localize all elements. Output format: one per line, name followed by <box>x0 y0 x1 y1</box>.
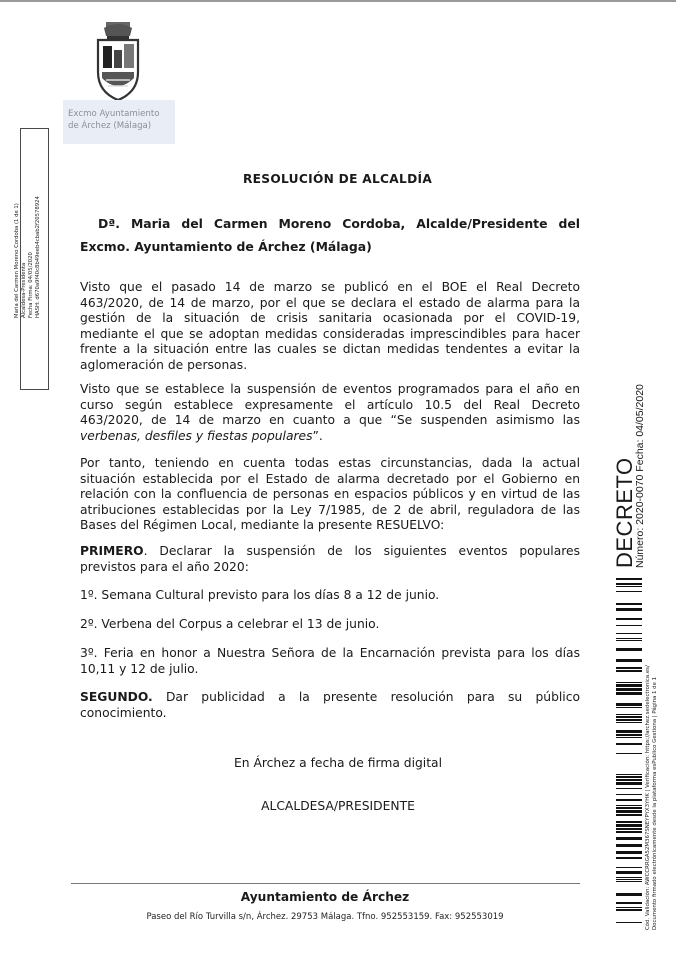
signatory: ALCALDESA/PRESIDENTE <box>261 799 415 813</box>
text-line: 463/2020, de 14 de marzo, por el que se declara el estado de alarma para la <box>80 295 580 310</box>
heading-line: Dª. Maria del Carmen Moreno Cordoba, Alcalde/Presidente del <box>98 216 580 231</box>
signature-date: Fecha Firma: 04/05/2020 <box>28 252 34 318</box>
text-line: relación con la confluencia de personas en espacios públicos y en virtud de las <box>80 487 580 501</box>
quoted-text: verbenas, desfiles y fiestas populares <box>80 428 313 443</box>
validation-code <box>645 665 659 930</box>
text-line: gestión de la situación de crisis sanitaria ocasionada por el COVID-19, <box>80 311 580 325</box>
text-line: previstos para el año 2020: <box>80 559 249 574</box>
event-1: 1º. Semana Cultural previsto para los días 8 a 12 de junio. <box>80 588 440 602</box>
text-line: Visto que el pasado 14 de marzo se publicó en el BOE el Real Decreto <box>80 280 580 294</box>
municipality-logo-text <box>68 108 178 132</box>
heading-line: Excmo. Ayuntamiento de Árchez (Málaga) <box>80 239 372 254</box>
closing-line: En Árchez a fecha de firma digital <box>234 756 442 770</box>
text-line <box>80 690 580 706</box>
list-item <box>80 646 580 677</box>
issuer-heading <box>80 212 580 258</box>
decree-number: Número: 2020-0070 Fecha: 04/05/2020 <box>634 384 646 568</box>
segundo-label: SEGUNDO. <box>80 690 153 704</box>
footer-title: Ayuntamiento de Árchez <box>240 890 410 904</box>
primero-label: PRIMERO <box>80 544 144 558</box>
text-line: Por tanto, teniendo en cuenta todas estas circunstancias, dada la actual <box>80 456 580 470</box>
text-line: mediante el que se adoptan medidas consideradas imprescindibles para hacer <box>80 326 580 341</box>
text-line <box>80 544 580 560</box>
paragraph-3 <box>80 456 580 534</box>
barcode-icon <box>616 578 642 930</box>
document-title: RESOLUCIÓN DE ALCALDÍA <box>243 172 433 186</box>
logo-line: de Árchez (Málaga) <box>68 121 152 131</box>
text-line: 463/2020, de 14 de marzo en cuanto a que “Se suspenden asimismo las <box>80 413 580 427</box>
signature-details <box>14 178 42 318</box>
top-border <box>0 0 676 2</box>
logo-line: Excmo Ayuntamiento <box>68 109 160 119</box>
primero-text: . Declarar la suspensión de los siguientes eventos populares <box>143 544 580 558</box>
text-line: situación establecida por el Estado de alarma decretado por el Gobierno en <box>80 471 580 486</box>
quote-close: ”. <box>312 428 323 443</box>
resolution-primero <box>80 544 580 575</box>
coat-of-arms-icon <box>92 20 144 102</box>
text-line: curso según establece expresamente el artículo 10.5 del Real Decreto <box>80 397 580 412</box>
text-line <box>80 429 580 445</box>
signer-name: Maria del Carmen Moreno Cordoba (1 de 1) <box>14 203 20 318</box>
signature-hash: HASH: d670a9f40c8b49eeb4cbab2f20578924 <box>35 196 41 318</box>
event-3-cont: 10,11 y 12 de julio. <box>80 661 199 676</box>
footer-divider <box>71 883 580 884</box>
text-line: conocimiento. <box>80 705 167 720</box>
list-item <box>80 588 580 604</box>
text-line: aglomeración de personas. <box>80 357 248 372</box>
paragraph-1 <box>80 280 580 373</box>
segundo-text: Dar publicidad a la presente resolución para su público <box>152 690 580 704</box>
footer-address: Paseo del Río Turvilla s/n, Árchez. 29753 Málaga. Tfno. 952553159. Fax: 952553019 <box>146 912 504 922</box>
validation-line: Documento firmado electrónicamente desde la plataforma esPublico Gestiona | Página 1 de 1 <box>652 676 658 930</box>
text-line: atribuciones establecidas por la Ley 7/1985, de 2 de abril, reguladora de las <box>80 502 580 517</box>
validation-line: Cód. Validación: AWCCRRGA52M367SNEYPYX3YHK | Verificación: https://archez.sedelectronica.es/ <box>645 665 651 930</box>
signer-role: Alcaldesa-Presidenta <box>21 262 27 318</box>
event-2: 2º. Verbena del Corpus a celebrar el 13 de junio. <box>80 617 380 631</box>
text-line: Bases del Régimen Local, mediante la presente RESUELVO: <box>80 518 445 532</box>
list-item <box>80 617 580 633</box>
resolution-segundo <box>80 690 580 721</box>
decree-label: DECRETO <box>612 457 637 568</box>
paragraph-2 <box>80 382 580 444</box>
text-line: frente a la situación entre las cuales se dictan medidas tendentes a evitar la <box>80 342 580 356</box>
text-line: Visto que se establece la suspensión de eventos programados para el año en <box>80 382 580 396</box>
event-3: 3º. Feria en honor a Nuestra Señora de la Encarnación prevista para los días <box>80 646 580 660</box>
